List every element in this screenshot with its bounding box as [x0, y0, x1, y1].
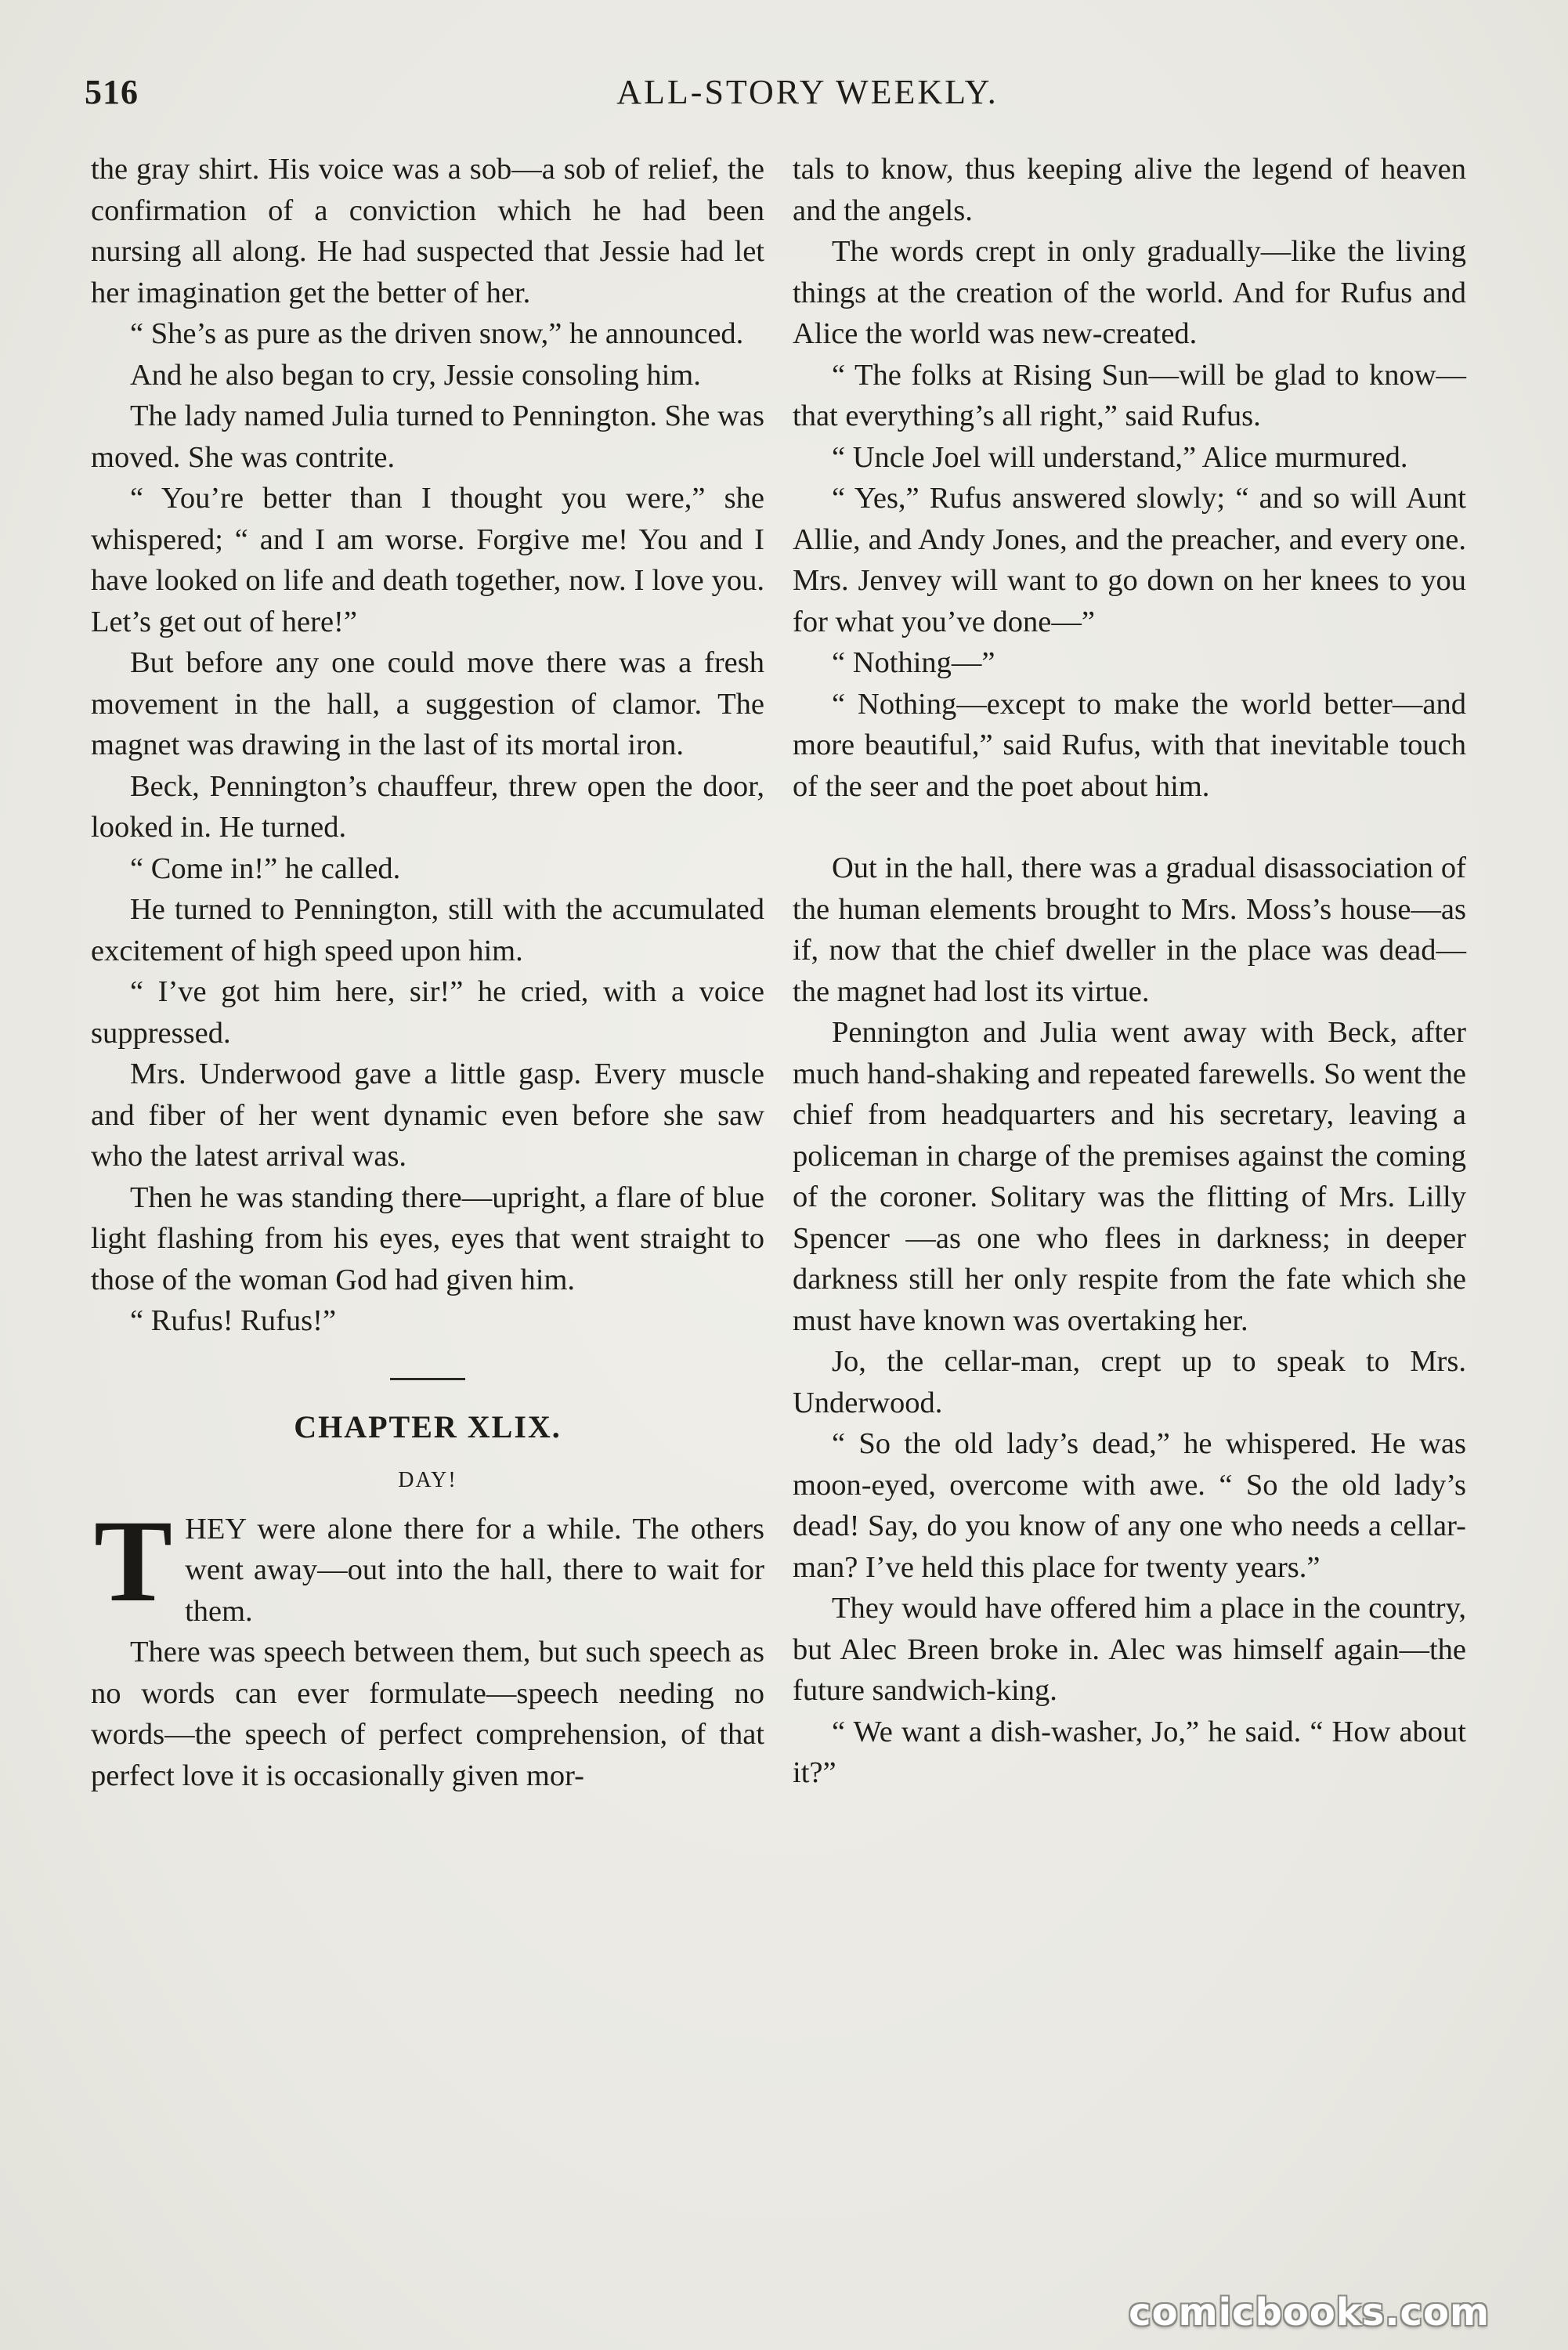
chapter-title: CHAPTER XLIX.	[294, 1408, 562, 1444]
paragraph: But before any one could move there was a fresh movement in the hall, a suggestion of clamor. The magnet was drawing in the last of its mortal iron.	[91, 646, 764, 761]
paragraph: “ She’s as pure as the driven snow,” he announced.	[130, 317, 744, 350]
paragraph: the gray shirt. His voice was a sob—a sob of relief, the confirmation of a conviction which he had been nursing all along. He had suspected that Jessie had let her imagination get the better of her.	[91, 153, 764, 309]
paragraph: “ Uncle Joel will understand,” Alice murmured.	[832, 440, 1408, 474]
left-column	[91, 149, 764, 1796]
section-divider	[390, 1378, 465, 1380]
paragraph: Jo, the cellar-man, crept up to speak to Mrs. Underwood.	[793, 1345, 1466, 1419]
paragraph: “ Yes,” Rufus answered slowly; “ and so will Aunt Allie, and Andy Jones, and the preacher, and every one. Mrs. Jenvey will want to go down on her knees to you for what you’ve done—”	[793, 482, 1466, 638]
paragraph: The lady named Julia turned to Pennington. She was moved. She was contrite.	[91, 400, 764, 474]
paragraph: He turned to Pennington, still with the accumulated excitement of high speed upon him.	[91, 893, 764, 967]
paragraph: Mrs. Underwood gave a little gasp. Every muscle and fiber of her went dynamic even before she saw who the latest arrival was.	[91, 1058, 764, 1173]
paragraph: tals to know, thus keeping alive the legend of heaven and the angels.	[793, 153, 1466, 227]
paragraph: Beck, Pennington’s chauffeur, threw open the door, looked in. He turned.	[91, 769, 764, 844]
paragraph: “ Come in!” he called.	[130, 851, 401, 885]
paragraph: And he also began to cry, Jessie consoling him.	[130, 358, 701, 392]
paragraph: Out in the hall, there was a gradual disassociation of the human elements brought to Mrs. Moss’s house—as if, now that the chief dweller in the place was dead—the magnet had lost its virtue.	[793, 851, 1466, 1008]
paragraph: Then he was standing there—upright, a flare of blue light flashing from his eyes, eyes that went straight to those of the woman God had given him.	[91, 1180, 764, 1296]
drop-cap: T	[94, 1495, 173, 1626]
watermark-logo: comicbooks.com	[1129, 2290, 1490, 2334]
opening-paragraph: HEY were alone there for a while. The others went away—out into the hall, there to wait for them.	[185, 1512, 764, 1628]
paragraph: They would have offered him a place in the country, but Alec Breen broke in. Alec was himself again—the future sandwich-king.	[793, 1592, 1466, 1707]
paragraph: “ The folks at Rising Sun—will be glad to know—that everything’s all right,” said Rufus.	[793, 358, 1466, 432]
paragraph: “ So the old lady’s dead,” he whispered. He was moon-eyed, overcome with awe. “ So the old lady’s dead! Say, do you know of any one who needs a cellar-man? I’ve held this place for twenty years.”	[793, 1427, 1466, 1584]
paragraph: “ Nothing—except to make the world better—and more beautiful,” said Rufus, with that inevitable touch of the seer and the poet about him.	[793, 687, 1466, 803]
paragraph: The words crept in only gradually—like the living things at the creation of the world. And for Rufus and Alice the world was new-created.	[793, 235, 1466, 350]
paragraph: “ I’ve got him here, sir!” he cried, with a voice suppressed.	[91, 975, 764, 1050]
right-column	[793, 149, 1466, 1794]
paragraph: “ You’re better than I thought you were,” she whispered; “ and I am worse. Forgive me! You and I have looked on life and death together, now. I love you. Let’s get out of here!”	[91, 482, 764, 638]
chapter-opening	[91, 1495, 764, 1632]
paragraph: There was speech between them, but such speech as no words can ever formulate—speech needing no words—the speech of perfect comprehension, of that perfect love it is occasionally given mor-	[91, 1636, 764, 1792]
paragraph: “ We want a dish-washer, Jo,” he said. “ How about it?”	[793, 1715, 1466, 1789]
paragraph: “ Rufus! Rufus!”	[130, 1304, 337, 1337]
paragraph: Pennington and Julia went away with Beck, after much hand-shaking and repeated farewells. So went the chief from headquarters and his secretary, leaving a policeman in charge of the premises against the coming of the coroner. Solitary was the flitting of Mrs. Lilly Spencer —as one who flees in darkness; in deeper darkness still her only respite from the fate which she must have known was overtaking her.	[793, 1016, 1466, 1337]
paragraph: “ Nothing—”	[832, 646, 995, 679]
page-header	[85, 72, 1483, 119]
running-head: ALL-STORY WEEKLY.	[616, 73, 999, 111]
page-number: 516	[85, 73, 139, 111]
chapter-subtitle: DAY!	[398, 1467, 457, 1492]
